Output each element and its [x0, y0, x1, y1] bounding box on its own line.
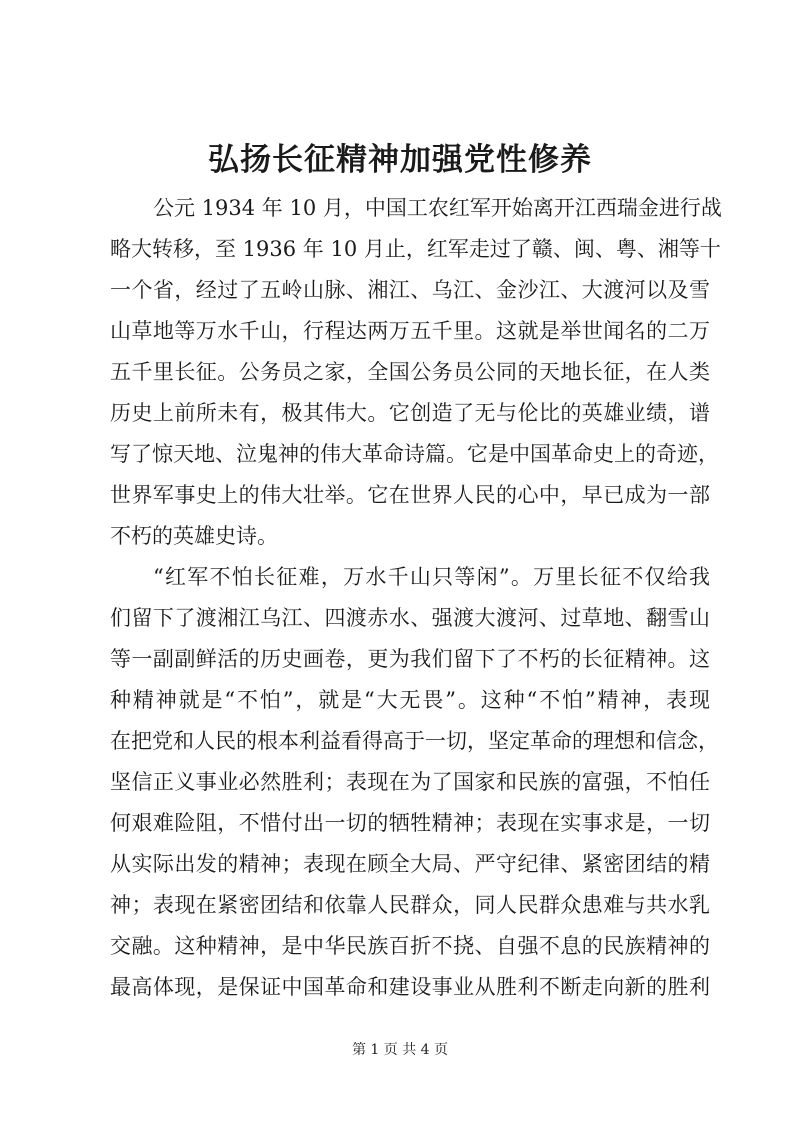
paragraph-line: 等一副副鲜活的历史画卷，更为我们留下了不朽的长征精神。这 — [110, 647, 710, 671]
paragraph-1 — [110, 188, 722, 557]
paragraph-line: 五千里长征。公务员之家，全国公务员公同的天地长征，在人类 — [110, 360, 710, 384]
paragraph-line: “红军不怕长征难，万水千山只等闲”。万里长征不仅给我 — [153, 565, 710, 589]
document-body — [110, 188, 722, 1008]
paragraph-line: 一个省，经过了五岭山脉、湘江、乌江、金沙江、大渡河以及雪 — [110, 278, 710, 302]
paragraph-line: 种精神就是“不怕”，就是“大无畏”。这种“不怕”精神，表现 — [110, 688, 710, 712]
paragraph-line: 神；表现在紧密团结和依靠人民群众，同人民群众患难与共水乳 — [110, 893, 710, 917]
paragraph-line: 交融。这种精神，是中华民族百折不挠、自强不息的民族精神的 — [110, 934, 710, 958]
paragraph-line: 写了惊天地、泣鬼神的伟大革命诗篇。它是中国革命史上的奇迹， — [110, 442, 719, 466]
paragraph-line: 们留下了渡湘江乌江、四渡赤水、强渡大渡河、过草地、翻雪山 — [110, 606, 710, 630]
paragraph-line: 略大转移，至 1936 年 10 月止，红军走过了赣、闽、粤、湘等十 — [110, 237, 721, 261]
paragraph-line: 在把党和人民的根本利益看得高于一切，坚定革命的理想和信念， — [110, 729, 719, 753]
paragraph-line: 坚信正义事业必然胜利；表现在为了国家和民族的富强，不怕任 — [110, 770, 710, 794]
document-title: 弘扬长征精神加强党性修养 — [208, 142, 592, 178]
page-footer: 第 1 页 共 4 页 — [351, 1042, 449, 1058]
paragraph-2 — [110, 557, 719, 1008]
paragraph-line: 山草地等万水千山，行程达两万五千里。这就是举世闻名的二万 — [110, 319, 710, 343]
paragraph-line: 不朽的英雄史诗。 — [110, 524, 278, 548]
paragraph-line: 从实际出发的精神；表现在顾全大局、严守纪律、紧密团结的精 — [110, 852, 710, 876]
paragraph-line: 世界军事史上的伟大壮举。它在世界人民的心中，早已成为一部 — [110, 483, 710, 507]
paragraph-line: 最高体现，是保证中国革命和建设事业从胜利不断走向新的胜利 — [110, 975, 710, 999]
paragraph-line: 公元 1934 年 10 月，中国工农红军开始离开江西瑞金进行战 — [153, 196, 722, 220]
paragraph-line: 何艰难险阻，不惜付出一切的牺牲精神；表现在实事求是，一切 — [110, 811, 710, 835]
paragraph-line: 历史上前所未有，极其伟大。它创造了无与伦比的英雄业绩，谱 — [110, 401, 710, 425]
